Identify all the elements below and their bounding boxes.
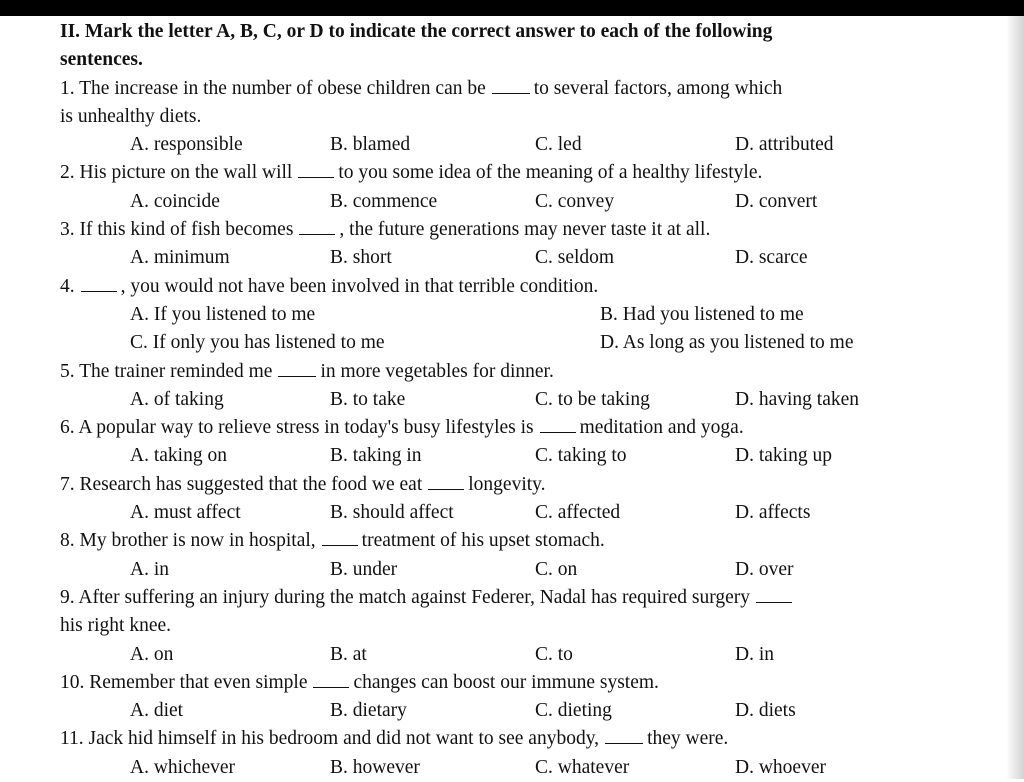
- question-4-options-row-1: [60, 301, 910, 329]
- page-edge-shadow: [1006, 16, 1024, 779]
- answer-blank-3: [299, 217, 335, 235]
- option-d[interactable]: D. affects: [735, 502, 811, 524]
- question-3-options: [60, 244, 910, 272]
- question-11-stem: 11. Jack hid himself in his bedroom and did not want to see anybody, they were.: [60, 728, 729, 750]
- top-black-bar: [0, 0, 1024, 16]
- answer-blank-9: [756, 585, 792, 603]
- option-a[interactable]: A. responsible: [130, 134, 243, 156]
- question-5-stem: 5. The trainer reminded me in more vegetables for dinner.: [60, 360, 554, 382]
- option-d[interactable]: D. in: [735, 643, 774, 665]
- option-d[interactable]: D. convert: [735, 190, 818, 212]
- question-4-stem: 4. , you would not have been involved in that terrible condition.: [60, 275, 599, 297]
- option-c[interactable]: C. to be taking: [535, 388, 650, 410]
- option-d[interactable]: D. taking up: [735, 445, 832, 467]
- question-1-options: [60, 131, 910, 159]
- option-b[interactable]: B. to take: [330, 388, 406, 410]
- question-8-stem: 8. My brother is now in hospital, treatment of his upset stomach.: [60, 530, 605, 552]
- option-a[interactable]: A. minimum: [130, 247, 230, 269]
- question-6-options: [60, 442, 910, 470]
- answer-blank-11: [605, 726, 643, 744]
- question-3-stem: 3. If this kind of fish becomes , the future generations may never taste it at all.: [60, 219, 711, 241]
- question-5-options: [60, 386, 910, 414]
- answer-blank-4: [81, 274, 117, 292]
- option-b[interactable]: B. at: [330, 643, 367, 665]
- option-a[interactable]: A. of taking: [130, 388, 224, 410]
- question-7-options: [60, 499, 910, 527]
- option-c[interactable]: C. dieting: [535, 700, 612, 722]
- option-b[interactable]: B. taking in: [330, 445, 422, 467]
- option-c[interactable]: C. If only you has listened to me: [130, 332, 385, 354]
- option-a[interactable]: A. If you listened to me: [130, 303, 316, 325]
- question-8-options: [60, 556, 910, 584]
- answer-blank-2: [298, 160, 334, 178]
- option-d[interactable]: D. whoever: [735, 756, 826, 778]
- answer-blank-7: [428, 472, 464, 490]
- question-2-stem: 2. His picture on the wall will to you some idea of the meaning of a healthy lifestyle.: [60, 162, 763, 184]
- question-1-stem-continued: is unhealthy diets.: [60, 105, 202, 127]
- option-b[interactable]: B. Had you listened to me: [600, 303, 804, 325]
- answer-blank-5: [278, 359, 316, 377]
- option-b[interactable]: B. short: [330, 247, 392, 269]
- option-d[interactable]: D. As long as you listened to me: [600, 332, 854, 354]
- option-c[interactable]: C. affected: [535, 502, 621, 524]
- option-a[interactable]: A. in: [130, 558, 169, 580]
- option-c[interactable]: C. convey: [535, 190, 615, 212]
- answer-blank-8: [322, 528, 358, 546]
- question-6-stem: 6. A popular way to relieve stress in today's busy lifestyles is meditation and yoga.: [60, 417, 744, 439]
- question-2-options: [60, 188, 910, 216]
- option-b[interactable]: B. dietary: [330, 700, 407, 722]
- section-heading-continued: sentences.: [60, 49, 143, 71]
- option-d[interactable]: D. having taken: [735, 388, 860, 410]
- option-b[interactable]: B. should affect: [330, 502, 454, 524]
- option-d[interactable]: D. attributed: [735, 134, 834, 156]
- option-d[interactable]: D. over: [735, 558, 794, 580]
- question-9-stem-continued: his right knee.: [60, 615, 172, 637]
- section-heading: II. Mark the letter A, B, C, or D to indicate the correct answer to each of the following: [60, 21, 773, 42]
- option-a[interactable]: A. diet: [130, 700, 184, 722]
- option-a[interactable]: A. must affect: [130, 502, 241, 524]
- question-9-stem: 9. After suffering an injury during the match against Federer, Nadal has required surgery: [60, 584, 910, 612]
- option-a[interactable]: A. on: [130, 643, 174, 665]
- option-c[interactable]: C. on: [535, 558, 578, 580]
- answer-blank-10: [313, 670, 349, 688]
- option-c[interactable]: C. to: [535, 643, 573, 665]
- option-c[interactable]: C. seldom: [535, 247, 615, 269]
- answer-blank-6: [540, 415, 576, 433]
- question-9-options: [60, 641, 910, 669]
- question-11-options: [60, 754, 910, 782]
- question-10-stem: 10. Remember that even simple changes can boost our immune system.: [60, 671, 659, 693]
- question-10-options: [60, 697, 910, 725]
- option-b[interactable]: B. commence: [330, 190, 438, 212]
- option-c[interactable]: C. whatever: [535, 756, 630, 778]
- option-d[interactable]: D. scarce: [735, 247, 808, 269]
- option-a[interactable]: A. whichever: [130, 756, 236, 778]
- option-d[interactable]: D. diets: [735, 700, 796, 722]
- option-c[interactable]: C. led: [535, 134, 582, 156]
- option-b[interactable]: B. under: [330, 558, 398, 580]
- question-1-stem: 1. The increase in the number of obese children can be to several factors, among which: [60, 77, 783, 99]
- question-7-stem: 7. Research has suggested that the food we eat longevity.: [60, 473, 546, 495]
- answer-blank-1: [492, 76, 530, 94]
- worksheet: [60, 18, 910, 782]
- option-b[interactable]: B. however: [330, 756, 420, 778]
- option-b[interactable]: B. blamed: [330, 134, 411, 156]
- option-a[interactable]: A. taking on: [130, 445, 227, 467]
- question-4-options-row-2: [60, 329, 910, 357]
- option-a[interactable]: A. coincide: [130, 190, 220, 212]
- option-c[interactable]: C. taking to: [535, 445, 627, 467]
